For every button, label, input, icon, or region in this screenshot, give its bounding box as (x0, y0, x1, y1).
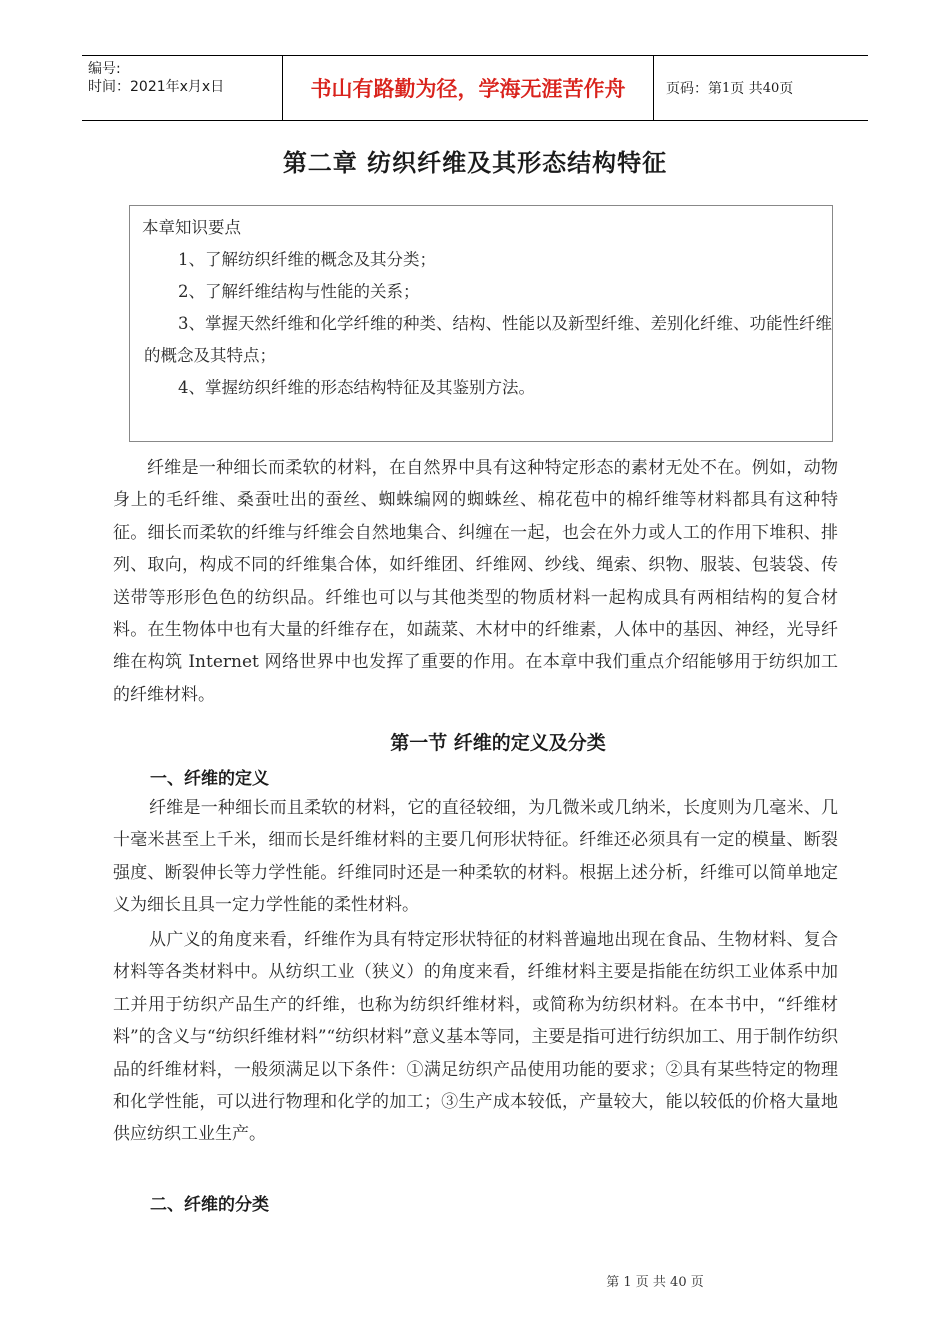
keypoint-item: 2、了解纤维结构与性能的关系； (178, 282, 420, 301)
page-number: 1 (722, 80, 731, 96)
subsection-title-classification: 二、纤维的分类 (150, 1195, 269, 1215)
page-prefix: 页码：第 (666, 81, 722, 97)
keypoints-box (129, 205, 833, 442)
keypoint-item: 1、了解纺织纤维的概念及其分类； (178, 250, 436, 269)
section-title: 第一节 纤维的定义及分类 (390, 732, 606, 754)
doc-time-label: 时间：2021年x月x日 (88, 79, 225, 95)
definition-paragraph-2: 从广义的角度来看，纤维作为具有特定形状特征的材料普遍地出现在食品、生物材料、复合材料等各类材料中。从纺织工业（狭义）的角度来看，纤维材料主要是指能在纺织工业体系中加工并用于纺织产品生产的纤维，也称为纺织纤维材料，或简称为纺织材料。在本书中，“纤维材料”的含义与“纺织纤维材料”“纺织材料”意义基本等同，主要是指可进行纺织加工、用于制作纺织品的纤维材料，一般须满足以下条件：①满足纺织产品使用功能的要求；②具有某些特定的物理和化学性能，可以进行物理和化学的加工；③生产成本较低，产量较大，能以较低的价格大量地供应纺织工业生产。 (113, 930, 838, 1145)
page-footer: 第 1 页 共 40 页 (606, 1275, 704, 1290)
keypoint-item: 3、掌握天然纤维和化学纤维的种类、结构、性能以及新型纤维、差别化纤维、功能性纤维的概念及其特点； (144, 314, 832, 365)
header-page-info (654, 56, 868, 120)
header-meta (82, 56, 282, 120)
doc-code-label: 编号: (88, 61, 121, 77)
chapter-title: 第二章 纺织纤维及其形态结构特征 (282, 149, 668, 177)
page-suffix: 页 (779, 81, 794, 97)
header-motto: 书山有路勤为径，学海无涯苦作舟 (282, 56, 654, 120)
subsection-title-definition: 一、纤维的定义 (150, 769, 269, 789)
header-table (82, 55, 868, 121)
keypoint-item: 4、掌握纺织纤维的形态结构特征及其鉴别方法。 (178, 378, 535, 397)
intro-paragraph (113, 452, 838, 711)
page-total: 40 (762, 80, 780, 96)
keypoints-heading: 本章知识要点 (142, 218, 241, 237)
page-mid: 页 共 (730, 81, 763, 97)
definition-paragraph-1: 纤维是一种细长而且柔软的材料，它的直径较细，为几微米或几纳米，长度则为几毫米、几十毫米甚至上千米，细而长是纤维材料的主要几何形状特征。纤维还必须具有一定的模量、断裂强度、断裂伸长等力学性能。纤维同时还是一种柔软的材料。根据上述分析，纤维可以简单地定义为细长且具一定力学性能的柔性材料。 (113, 798, 838, 916)
intro-text: 纤维是一种细长而柔软的材料，在自然界中具有这种特定形态的素材无处不在。例如，动物身上的毛纤维、桑蚕吐出的蚕丝、蜘蛛编网的蜘蛛丝、棉花苞中的棉纤维等材料都具有这种特征。细长而柔软的纤维与纤维会自然地集合、纠缠在一起，也会在外力或人工的作用下堆积、排列、取向，构成不同的纤维集合体，如纤维团、纤维网、纱线、绳索、织物、服装、包装袋、传送带等形形色色的纺织品。纤维也可以与其他类型的物质材料一起构成具有两相结构的复合材料。在生物体中也有大量的纤维存在，如蔬菜、木材中的纤维素，人体中的基因、神经，光导纤维在构筑 Internet 网络世界中也发挥了重要的作用。在本章中我们重点介绍能够用于纺织加工的纤维材料。 (113, 458, 838, 705)
